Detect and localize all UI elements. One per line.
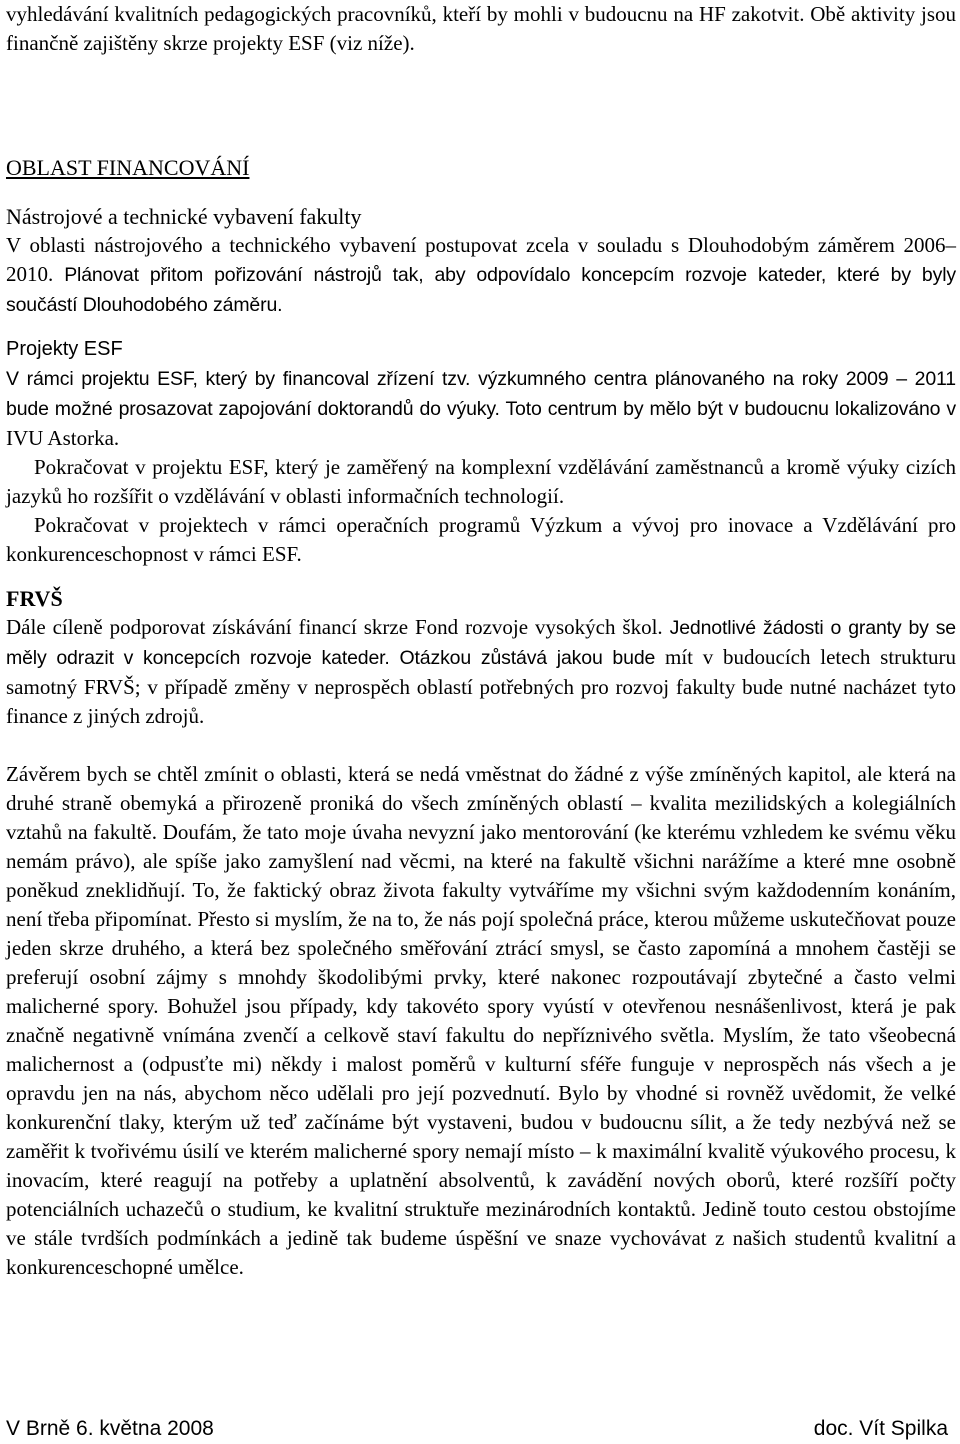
esf-p1-sans: V rámci projektu ESF, který by financoval zřízení tzv. výzkumného centra plánovaného na roky 2009 – 2011 bude možné prosazovat zapojování doktorandů do výuky. Toto centrum by mělo být v budoucnu lokalizováno v [6, 368, 956, 420]
spacer [6, 182, 956, 202]
frvs-paragraph [6, 613, 956, 731]
spacer [6, 569, 956, 584]
frvs-text-serif-2: mít v budoucích letech strukturu samotný FRVŠ; v případě změny v neprospěch oblastí potřebných pro rozvoj fakulty bude nutné nacházet tyto finance z jiných zdrojů. [6, 645, 956, 728]
esf-paragraph-3: Pokračovat v projektech v rámci operačních programů Výzkum a vývoj pro inovace a Vzdělávání pro konkurenceschopnost v rámci ESF. [6, 513, 956, 566]
section-title-financing: OBLAST FINANCOVÁNÍ [6, 155, 250, 180]
subheading-frvs: FRVŠ [6, 586, 63, 611]
frvs-text-serif: Dále cíleně podporovat získávání financí skrze Fond rozvoje vysokých škol. [6, 615, 670, 639]
intro-paragraph: vyhledávání kvalitních pedagogických pracovníků, kteří by mohli v budoucnu na HF zakotvit. Obě aktivity jsou finančně zajištěny skrze projekty ESF (viz níže). [6, 2, 956, 55]
esf-paragraph-1 [6, 364, 956, 453]
subheading-tools: Nástrojové a technické vybavení fakulty [6, 204, 362, 229]
esf-paragraph-2: Pokračovat v projektu ESF, který je zaměřený na komplexní vzdělávání zaměstnanců a kromě výuky cizích jazyků ho rozšířit o vzdělávání v oblasti informačních technologií. [6, 455, 956, 508]
frvs-text-sans: Jednotlivé žádosti o granty by se měly odrazit v koncepcích rozvoje kateder. Otázkou zůstává jakou bude [6, 617, 957, 669]
signature-line [6, 1414, 948, 1443]
spacer [6, 58, 956, 153]
author-name: doc. Vít Spilka [813, 1417, 948, 1440]
tools-text-sans: Plánovat přitom pořizování nástrojů tak, aby odpovídalo koncepcím rozvoje kateder, které by byly součástí Dlouhodobého záměru. [6, 264, 957, 316]
conclusion-paragraph: Závěrem bych se chtěl zmínit o oblasti, která se nedá vměstnat do žádné z výše zmíněných kapitol, ale která na druhé straně obemyká a přirozeně proniká do všech zmíněných oblastí – kvalita mezilidských a kolegiálních vztahů na fakultě. Doufám, že tato moje úvaha nevyzní jako mentorování (ke kterému vzhledem ke svému věku nemám právo), ale spíše jako zamyšlení nad věcmi, na které na fakultě všichni narážíme a které mne osobně poněkud zneklidňují. To, že faktický obraz života fakulty vytváříme my všichni svým každodenním konáním, není třeba připomínat. Přesto si myslím, že na to, že nás pojí společná práce, kterou můžeme uskutečňovat pouze jeden skrze druhého, a která bez společného směřování ztrácí smysl, se často zapomíná a mnohem častěji se preferují osobní zájmy s mnohdy škodolibými prvky, které nakonec rozpoutávají zbytečné a často velmi malicherné spory. Bohužel jsou případy, kdy takovéto spory vyústí v otevřenou nesnášenlivost, která je pak značně negativně vnímána zvenčí a celkově staví fakultu do nepříznivého světla. Myslím, že tato všeobecná malichernost a (odpusťte mi) někdy i malost poměrů v kulturní sféře funguje v neprospěch nás všech a je opravdu jen na nás, abychom něco udělali pro její pozvednutí. Bylo by vhodné si rovněž uvědomit, že velké konkurenční tlaky, kterým už teď začínáme být vystaveni, budou v budoucnu sílit, a že tedy nezbývá než se zaměřit k tvořivému úsilí ve kterém malicherné spory nemají místo – k maximální kvalitě výukového procesu, k inovacím, které reagují na potřeby a uplatnění absolventů, k zavádění nových oborů, které rozšíří počty potenciálních uchazečů o studium, ke kvalitní struktuře mezinárodních kontaktů. Jedině touto cestou obstojíme ve stále tvrdších podmínkách a jedině tak budeme úspěšní ve snaze vychovávat z našich studentů kvalitní a konkurenceschopné umělce. [6, 762, 956, 1279]
spacer [6, 320, 956, 335]
esf-p1-serif: IVU Astorka. [6, 426, 120, 450]
spacer [6, 731, 956, 760]
tools-text-serif: V oblasti nástrojového a technického vybavení postupovat zcela v souladu s Dlouhodobým záměrem 2006–2010. [6, 233, 956, 286]
subheading-esf: Projekty ESF [6, 338, 123, 360]
place-date: V Brně 6. května 2008 [6, 1417, 214, 1440]
tools-paragraph [6, 231, 956, 320]
